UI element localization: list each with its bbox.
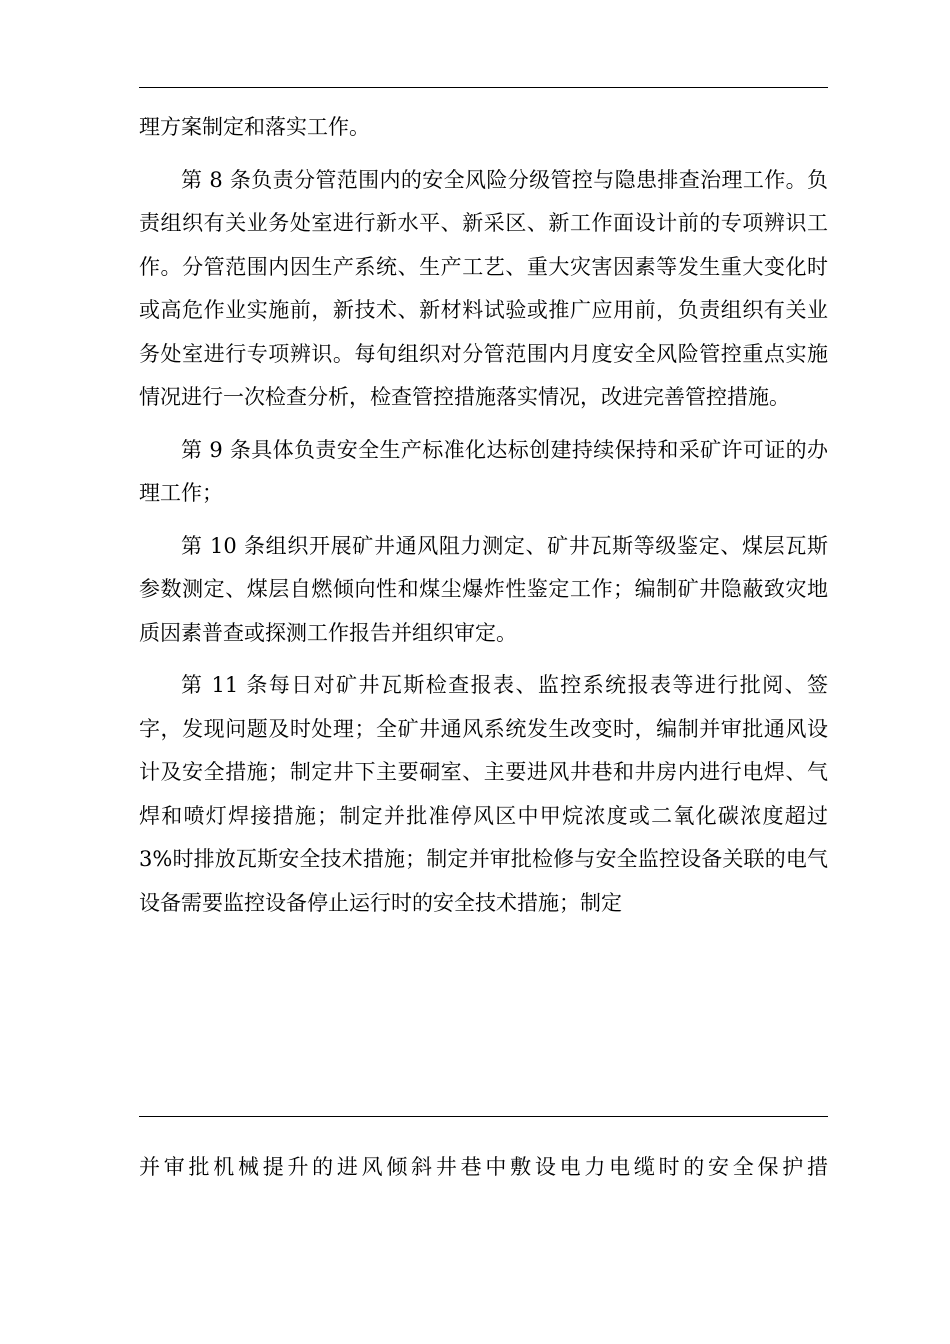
header-rule: [139, 87, 828, 88]
paragraph-article-9: 第 9 条具体负责安全生产标准化达标创建持续保持和采矿许可证的办理工作；: [139, 437, 828, 505]
paragraph-article-10: 第 10 条组织开展矿井通风阻力测定、矿井瓦斯等级鉴定、煤层瓦斯参数测定、煤层自燃倾向性和煤尘爆炸性鉴定工作；编制矿井隐蔽致灾地质因素普查或探测工作报告并组织审定。: [139, 533, 828, 645]
document-body: [139, 106, 828, 925]
paragraph-article-8: 第 8 条负责分管范围内的安全风险分级管控与隐患排查治理工作。负责组织有关业务处室进行新水平、新采区、新工作面设计前的专项辨识工作。分管范围内因生产系统、生产工艺、重大灾害因素等发生重大变化时或高危作业实施前，新技术、新材料试验或推广应用前，负责组织有关业务处室进行专项辨识。每旬组织对分管范围内月度安全风险管控重点实施情况进行一次检查分析，检查管控措施落实情况，改进完善管控措施。: [139, 167, 828, 409]
page-break-rule: [139, 1116, 828, 1117]
paragraph-next-page-start: 并审批机械提升的进风倾斜井巷中敷设电力电缆时的安全保护措: [139, 1155, 828, 1179]
paragraph-article-11: 第 11 条每日对矿井瓦斯检查报表、监控系统报表等进行批阅、签字，发现问题及时处理；全矿井通风系统发生改变时，编制并审批通风设计及安全措施；制定井下主要硐室、主要进风井巷和井房内进行电焊、气焊和喷灯焊接措施；制定并批准停风区中甲烷浓度或二氧化碳浓度超过 3%时排放瓦斯安全技术措施；制定并审批检修与安全监控设备关联的电气设备需要监控设备停止运行时的安全技术措施；制定: [139, 673, 828, 915]
paragraph-continuation: 理方案制定和落实工作。: [139, 115, 370, 139]
next-page-body: [139, 1146, 828, 1190]
